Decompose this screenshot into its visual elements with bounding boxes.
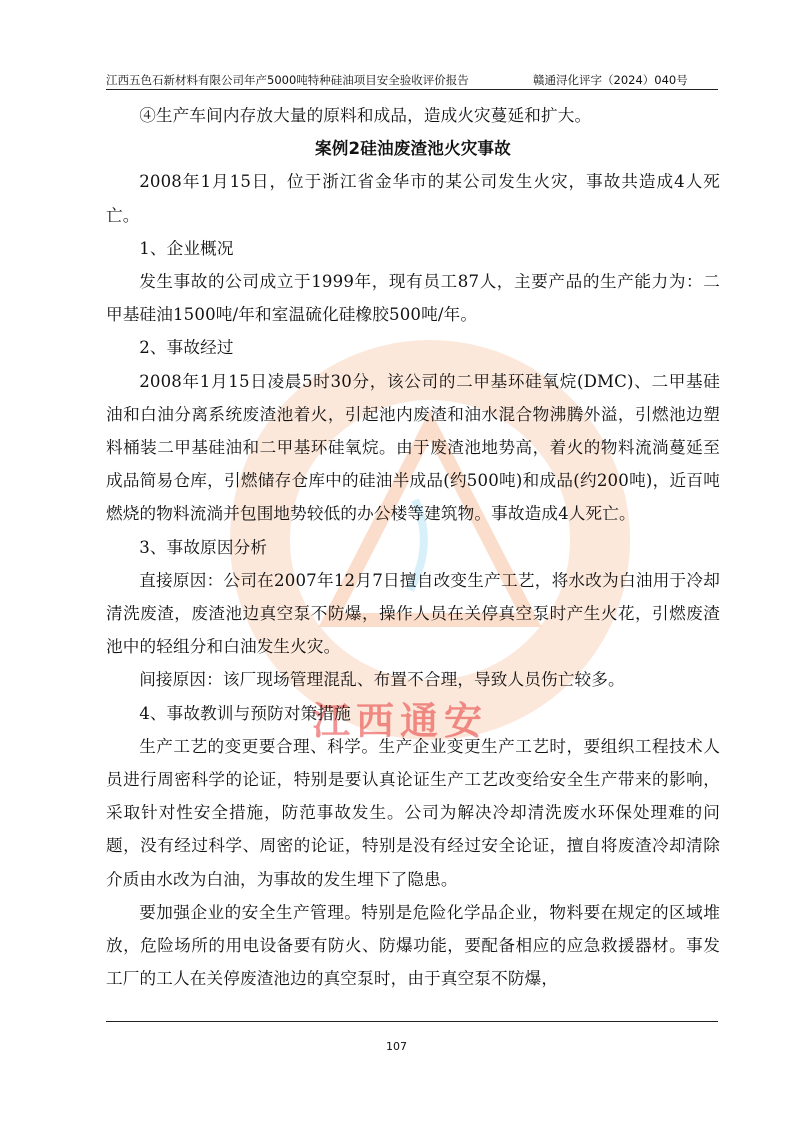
document-body	[106, 99, 720, 995]
footer-divider	[106, 1021, 718, 1022]
case-title: 案例2硅油废渣池火灾事故	[315, 139, 511, 159]
section-heading: 3、事故原因分析	[139, 537, 268, 557]
watermark-text: 江西通安	[311, 699, 488, 743]
paragraph: 间接原因：该厂现场管理混乱、布置不合理，导致人员伤亡较多。	[139, 670, 625, 690]
section-heading: 2、事故经过	[139, 338, 234, 358]
paragraph: 2008年1月15日凌晨5时30分，该公司的二甲基环硅氧烷(DMC)、二甲基硅油和白油分离系统废渣池着火，引起池内废渣和油水混合物沸腾外溢，引燃池边塑料桶装二甲基硅油和二甲基环硅氧烷。由于废渣池地势高，着火的物料流淌蔓延至成品简易仓库，引燃储存仓库中的硅油半成品(约500吨)和成品(约200吨)，近百吨燃烧的物料流淌并包围地势较低的办公楼等建筑物。事故造成4人死亡。	[106, 371, 720, 524]
header-divider	[106, 89, 718, 90]
page-number: 107	[386, 1040, 407, 1053]
section-heading: 1、企业概况	[139, 238, 234, 258]
report-title: 江西五色石新材料有限公司年产5000吨特种硅油项目安全验收评价报告	[106, 73, 469, 87]
paragraph: 2008年1月15日，位于浙江省金华市的某公司发生火灾，事故共造成4人死亡。	[106, 172, 720, 225]
paragraph: ④生产车间内存放大量的原料和成品，造成火灾蔓延和扩大。	[139, 106, 592, 125]
paragraph: 要加强企业的安全生产管理。特别是危险化学品企业，物料要在规定的区域堆放，危险场所的用电设备要有防火、防爆功能，要配备相应的应急救援器材。事发工厂的工人在关停废渣池边的真空泵时，由于真空泵不防爆，	[106, 902, 720, 989]
section-heading: 4、事故教训与预防对策措施	[139, 703, 351, 723]
report-number: 赣通浔化评字（2024）040号	[533, 73, 688, 87]
paragraph: 发生事故的公司成立于1999年，现有员工87人，主要产品的生产能力为：二甲基硅油1500吨/年和室温硫化硅橡胶500吨/年。	[106, 272, 720, 325]
paragraph: 生产工艺的变更要合理、科学。生产企业变更生产工艺时，要组织工程技术人员进行周密科学的论证，特别是要认真论证生产工艺改变给安全生产带来的影响，采取针对性安全措施，防范事故发生。公司为解决冷却清洗废水环保处理难的问题，没有经过科学、周密的论证，特别是没有经过安全论证，擅自将废渣冷却清除介质由水改为白油，为事故的发生埋下了隐患。	[106, 736, 720, 889]
page-header	[106, 70, 718, 90]
paragraph: 直接原因：公司在2007年12月7日擅自改变生产工艺，将水改为白油用于冷却清洗废渣，废渣池边真空泵不防爆，操作人员在关停真空泵时产生火花，引燃废渣池中的轻组分和白油发生火灾。	[106, 570, 720, 657]
